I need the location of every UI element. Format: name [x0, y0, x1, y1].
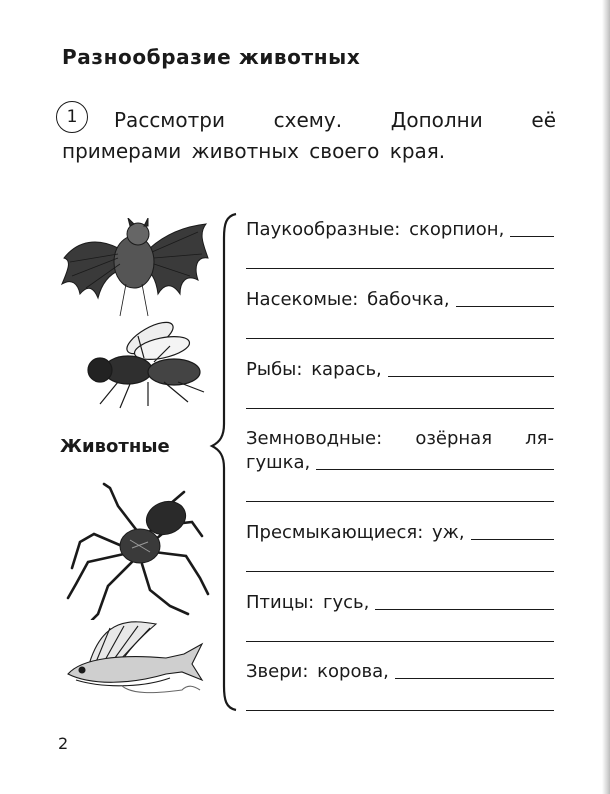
category-label: Земноводные: [246, 428, 383, 449]
category-example: уж, [432, 522, 465, 543]
category-example: гусь, [322, 592, 370, 613]
category-brace [208, 212, 238, 712]
category-insects [246, 288, 554, 339]
category-example-hyphenated: ля- [525, 428, 554, 449]
task-number-badge: 1 [56, 101, 88, 133]
answer-line[interactable] [395, 678, 554, 679]
fish-illustration [62, 614, 208, 694]
category-label: Насекомые: [246, 289, 359, 310]
answer-line[interactable] [316, 469, 554, 470]
category-reptiles [246, 521, 554, 572]
answer-line[interactable] [246, 710, 554, 711]
fly-illustration [78, 312, 210, 412]
answer-line[interactable] [510, 236, 554, 237]
answer-line[interactable] [246, 641, 554, 642]
category-example: корова, [317, 661, 389, 682]
answer-line[interactable] [375, 609, 554, 610]
category-example: карась, [311, 359, 382, 380]
category-amphibians [246, 427, 554, 502]
answer-line[interactable] [246, 571, 554, 572]
category-example: озёрная [415, 428, 493, 449]
answer-line[interactable] [471, 539, 554, 540]
spider-illustration [58, 482, 210, 620]
answer-line[interactable] [246, 268, 554, 269]
page-edge-shadow [602, 0, 610, 794]
answer-line[interactable] [246, 501, 554, 502]
category-fish [246, 358, 554, 409]
category-label: Звери: [246, 661, 309, 682]
answer-line[interactable] [388, 376, 554, 377]
bat-illustration [58, 218, 210, 318]
category-label: Пресмыкающиеся: [246, 522, 424, 543]
category-arachnids [246, 218, 554, 269]
category-label: Птицы: [246, 592, 315, 613]
category-birds [246, 591, 554, 642]
category-mammals [246, 660, 554, 711]
category-example: скорпион, [409, 219, 505, 240]
category-example-continued: гушка, [246, 452, 311, 473]
answer-line[interactable] [246, 408, 554, 409]
task-text: Рассмотри схему. Дополни её примерами животных своего края. [62, 108, 556, 163]
category-example: бабочка, [367, 289, 450, 310]
page-number: 2 [58, 734, 69, 753]
answer-line[interactable] [246, 338, 554, 339]
answer-line[interactable] [456, 306, 554, 307]
category-label: Паукообразные: [246, 219, 401, 240]
page-title: Разнообразие животных [62, 45, 361, 69]
animals-label: Животные [60, 436, 170, 457]
category-label: Рыбы: [246, 359, 303, 380]
